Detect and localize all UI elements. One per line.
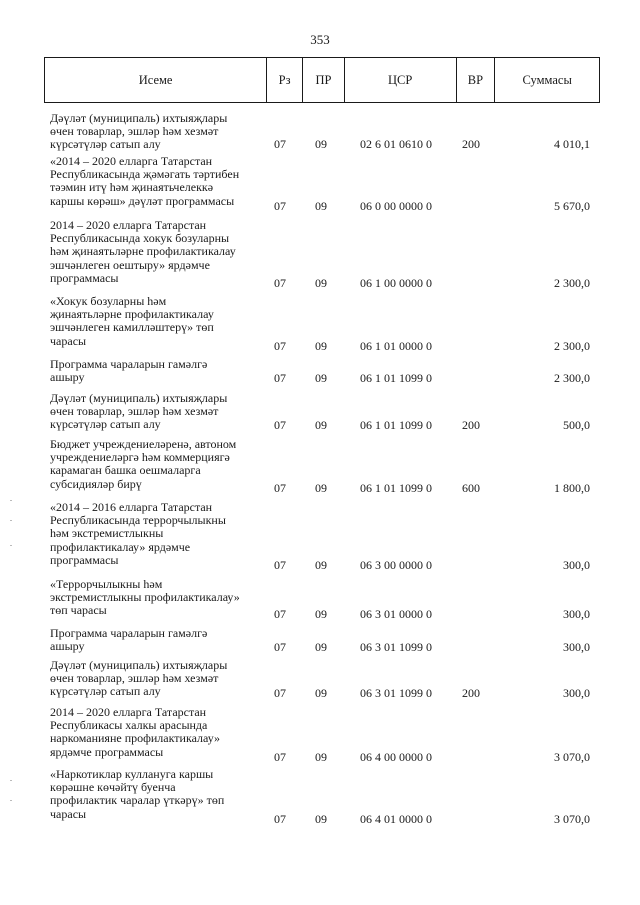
row-sum: 5 670,0 bbox=[554, 199, 590, 213]
row-name-line: күрсәтүләр сатып алу bbox=[50, 417, 161, 432]
row-name-line: һәм җинаятьләрне профилактикалау bbox=[50, 244, 236, 259]
row-sum: 2 300,0 bbox=[554, 339, 590, 353]
row-csr: 06 4 00 0000 0 bbox=[360, 750, 432, 764]
row-csr: 06 3 01 1099 0 bbox=[360, 640, 432, 654]
row-name-line: 2014 – 2020 елларга Татарстан bbox=[50, 218, 207, 232]
row-rz: 07 bbox=[274, 812, 286, 826]
row-name-line: Дәүләт (муниципаль) ихтыяҗлары bbox=[50, 111, 228, 125]
row-csr: 06 1 01 1099 0 bbox=[360, 371, 432, 385]
header-rz: Рз bbox=[267, 58, 303, 102]
row-name-line: һәм экстремистлыкны bbox=[50, 526, 164, 541]
row-name-line: «2014 – 2020 елларга Татарстан bbox=[50, 154, 213, 168]
row-csr: 02 6 01 0610 0 bbox=[360, 137, 432, 151]
row-csr: 06 3 00 0000 0 bbox=[360, 558, 432, 572]
row-csr: 06 4 01 0000 0 bbox=[360, 812, 432, 826]
scan-speck bbox=[10, 500, 12, 501]
row-name bbox=[50, 706, 258, 759]
row-name-line: «2014 – 2016 елларга Татарстан bbox=[50, 500, 213, 514]
row-name-line: экстремистлыкны профилактикалау» bbox=[50, 590, 240, 605]
row-pr: 09 bbox=[315, 481, 327, 495]
row-name-line: профилактикалау» ярдәмче bbox=[50, 539, 191, 554]
row-pr: 09 bbox=[315, 371, 327, 385]
row-name-line: профилактик чаралар үткәрү» төп bbox=[50, 793, 225, 808]
header-vr: ВР bbox=[457, 58, 496, 102]
row-vr: 200 bbox=[462, 418, 480, 432]
row-pr: 09 bbox=[315, 137, 327, 151]
row-name bbox=[50, 219, 258, 285]
header-sum: Суммасы bbox=[522, 72, 572, 87]
row-name-line: Республикасында хокук бозуларны bbox=[50, 231, 230, 246]
row-csr: 06 3 01 0000 0 bbox=[360, 607, 432, 621]
row-rz: 07 bbox=[274, 339, 286, 353]
row-name bbox=[50, 112, 258, 152]
row-sum: 300,0 bbox=[563, 558, 590, 572]
row-pr: 09 bbox=[315, 418, 327, 432]
row-sum: 1 800,0 bbox=[554, 481, 590, 495]
row-name-line: ашыру bbox=[50, 370, 85, 385]
page-number: 353 bbox=[310, 32, 330, 47]
row-name bbox=[50, 295, 258, 348]
row-rz: 07 bbox=[274, 137, 286, 151]
row-name-line: программасы bbox=[50, 552, 119, 567]
row-rz: 07 bbox=[274, 276, 286, 290]
header-name: Исеме bbox=[45, 58, 267, 102]
row-pr: 09 bbox=[315, 199, 327, 213]
row-name-line: тәэмин итү һәм җинаятьчелеккә bbox=[50, 180, 214, 195]
row-vr: 200 bbox=[462, 137, 480, 151]
scan-speck bbox=[10, 545, 12, 546]
row-rz: 07 bbox=[274, 199, 286, 213]
row-name-line: «Хокук бозуларны һәм bbox=[50, 294, 167, 308]
row-rz: 07 bbox=[274, 418, 286, 432]
row-pr: 09 bbox=[315, 750, 327, 764]
row-name bbox=[50, 627, 258, 653]
row-name-line: Республикасы халкы арасында bbox=[50, 718, 208, 733]
row-pr: 09 bbox=[315, 276, 327, 290]
row-rz: 07 bbox=[274, 607, 286, 621]
row-name-line: эшчәнлеген камилләштерү» төп bbox=[50, 320, 214, 335]
row-name-line: көрәшне көчәйтү буенча bbox=[50, 780, 176, 795]
row-name-line: субсидияләр бирү bbox=[50, 476, 142, 491]
row-name-line: карамаган башка оешмаларга bbox=[50, 463, 201, 478]
row-name-line: Республикасында террорчылыкны bbox=[50, 513, 226, 528]
row-name-line: Дәүләт (муниципаль) ихтыяҗлары bbox=[50, 391, 228, 405]
row-name bbox=[50, 155, 258, 208]
row-csr: 06 0 00 0000 0 bbox=[360, 199, 432, 213]
row-name-line: өчен товарлар, эшләр һәм хезмәт bbox=[50, 124, 219, 139]
row-name bbox=[50, 578, 258, 618]
row-sum: 300,0 bbox=[563, 640, 590, 654]
row-name-line: Программа чараларын гамәлгә bbox=[50, 357, 208, 371]
row-rz: 07 bbox=[274, 640, 286, 654]
scan-speck bbox=[10, 520, 12, 521]
row-name-line: чарасы bbox=[50, 333, 87, 348]
row-csr: 06 3 01 1099 0 bbox=[360, 686, 432, 700]
row-sum: 500,0 bbox=[563, 418, 590, 432]
scan-speck bbox=[10, 780, 12, 781]
row-name-line: «Террорчылыкны һәм bbox=[50, 577, 163, 591]
row-rz: 07 bbox=[274, 481, 286, 495]
row-name bbox=[50, 358, 258, 384]
row-name bbox=[50, 438, 258, 491]
row-sum: 3 070,0 bbox=[554, 750, 590, 764]
row-name-line: өчен товарлар, эшләр һәм хезмәт bbox=[50, 671, 219, 686]
header-pr: ПР bbox=[303, 58, 345, 102]
row-name-line: өчен товарлар, эшләр һәм хезмәт bbox=[50, 404, 219, 419]
row-sum: 300,0 bbox=[563, 607, 590, 621]
row-csr: 06 1 00 0000 0 bbox=[360, 276, 432, 290]
row-name bbox=[50, 392, 258, 432]
row-name-line: чарасы bbox=[50, 806, 87, 821]
row-pr: 09 bbox=[315, 812, 327, 826]
row-sum: 3 070,0 bbox=[554, 812, 590, 826]
row-vr: 600 bbox=[462, 481, 480, 495]
header-csr: ЦСР bbox=[345, 58, 457, 102]
row-vr: 200 bbox=[462, 686, 480, 700]
row-pr: 09 bbox=[315, 640, 327, 654]
row-name-line: Программа чараларын гамәлгә bbox=[50, 626, 208, 640]
row-name-line: күрсәтүләр сатып алу bbox=[50, 684, 161, 699]
row-name-line: эшчәнлеген оештыру» ярдәмче bbox=[50, 257, 210, 272]
row-rz: 07 bbox=[274, 371, 286, 385]
row-csr: 06 1 01 1099 0 bbox=[360, 481, 432, 495]
row-name-line: «Наркотиклар куллануга каршы bbox=[50, 767, 214, 781]
row-rz: 07 bbox=[274, 558, 286, 572]
row-name-line: 2014 – 2020 елларга Татарстан bbox=[50, 705, 207, 719]
scan-speck bbox=[10, 800, 12, 801]
row-csr: 06 1 01 1099 0 bbox=[360, 418, 432, 432]
row-name-line: күрсәтүләр сатып алу bbox=[50, 137, 161, 152]
row-name-line: ярдәмче программасы bbox=[50, 744, 164, 759]
row-pr: 09 bbox=[315, 339, 327, 353]
row-name-line: Дәүләт (муниципаль) ихтыяҗлары bbox=[50, 658, 228, 672]
row-sum: 2 300,0 bbox=[554, 276, 590, 290]
row-pr: 09 bbox=[315, 558, 327, 572]
row-sum: 300,0 bbox=[563, 686, 590, 700]
row-name-line: учреждениеләргә һәм коммерциягә bbox=[50, 450, 230, 465]
row-pr: 09 bbox=[315, 607, 327, 621]
row-name-line: төп чарасы bbox=[50, 603, 107, 618]
row-name-line: ашыру bbox=[50, 639, 85, 654]
row-csr: 06 1 01 0000 0 bbox=[360, 339, 432, 353]
row-rz: 07 bbox=[274, 750, 286, 764]
row-name-line: җинаятьләрне профилактикалау bbox=[50, 307, 214, 322]
row-rz: 07 bbox=[274, 686, 286, 700]
row-name bbox=[50, 501, 258, 567]
row-name-line: Республикасында җәмәгать тәртибен bbox=[50, 167, 240, 182]
row-pr: 09 bbox=[315, 686, 327, 700]
row-name-line: наркоманияне профилактикалау» bbox=[50, 731, 221, 746]
row-name-line: каршы көрәш» дәүләт программасы bbox=[50, 193, 235, 208]
row-name-line: Бюджет учреждениеләренә, автоном bbox=[50, 437, 237, 451]
row-sum: 2 300,0 bbox=[554, 371, 590, 385]
row-name bbox=[50, 659, 258, 699]
row-sum: 4 010,1 bbox=[554, 137, 590, 151]
row-name-line: программасы bbox=[50, 270, 119, 285]
row-name bbox=[50, 768, 258, 821]
